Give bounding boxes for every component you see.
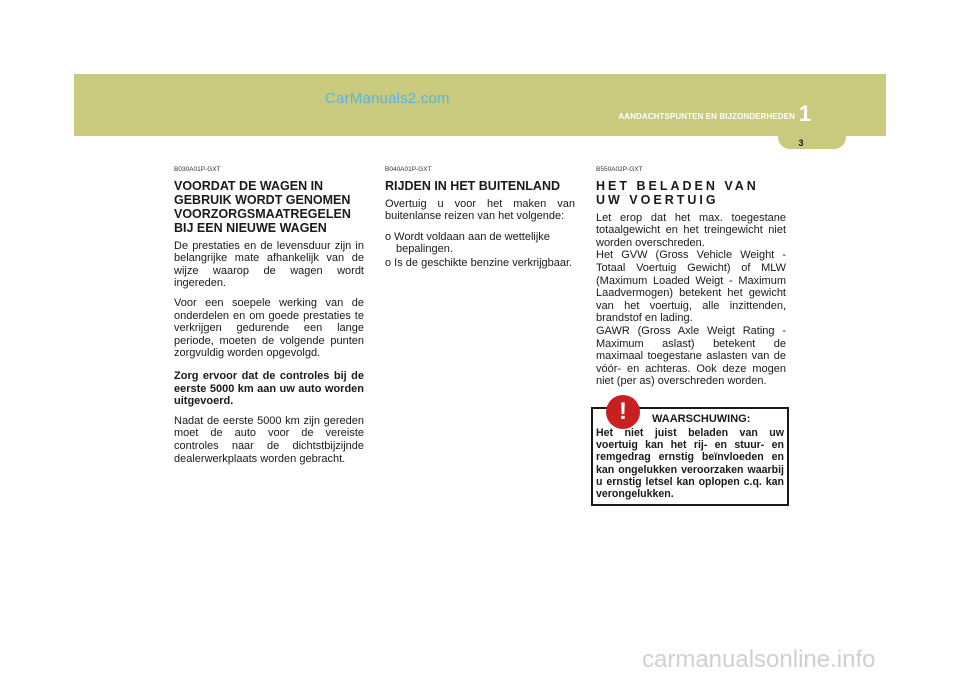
watermark-footer[interactable]: carmanualsonline.info bbox=[642, 646, 876, 673]
column-loading bbox=[596, 164, 786, 395]
paragraph: Let erop dat het max. toegestane totaalgewicht en het treingewicht niet worden overschreden. bbox=[596, 211, 786, 249]
section-heading: RIJDEN IN HET BUITENLAND bbox=[385, 178, 561, 193]
list-item: o Wordt voldaan aan de wettelijke bepalingen. bbox=[385, 230, 550, 256]
page-number: 3 bbox=[798, 138, 804, 148]
section-code: B030A01P-GXT bbox=[174, 166, 221, 173]
paragraph: Het GVW (Gross Vehicle Weight - Totaal Voertuig Gewicht) of MLW (Maximum Loaded Weigt - Maximum Laadvermogen) betekent het gewicht van het voertuig, alle inzittenden, brandstof en lading. bbox=[596, 249, 786, 325]
list-item: o Is de geschikte benzine verkrijgbaar. bbox=[385, 256, 573, 269]
checklist bbox=[385, 231, 575, 270]
section-code: B550A02P-GXT bbox=[596, 166, 643, 173]
chapter-number: 1 bbox=[798, 101, 812, 126]
warning-body: Het niet juist beladen van uw voertuig kan het rij- en stuur- en remgedrag ernstig beïnvloeden en kan ongelukken veroorzaken waarbij u ernstig letsel kan oplopen c.q. kan verongelukken. bbox=[596, 427, 784, 501]
paragraph: Voor een soepele werking van de onderdelen en om goede prestaties te verkrijgen gedurende een lange periode, moeten de volgende punten zorgvuldig worden opgevolgd. bbox=[174, 296, 364, 360]
column-abroad bbox=[385, 164, 575, 271]
paragraph: Nadat de eerste 5000 km zijn gereden moet de auto voor de vereiste controles naar de dichtstbijzijnde dealerwerkplaats worden gebracht. bbox=[174, 414, 364, 465]
section-code: B040A01P-GXT bbox=[385, 166, 432, 173]
section-title: AANDACHTSPUNTEN EN BIJZONDERHEDEN bbox=[618, 112, 795, 121]
section-heading: VOORDAT DE WAGEN IN GEBRUIK WORDT GENOMEN VOORZORGSMAATREGELEN BIJ EEN NIEUWE WAGEN bbox=[174, 178, 351, 235]
warning-icon: ! bbox=[606, 395, 640, 429]
column-new-car bbox=[174, 164, 364, 472]
paragraph: Overtuig u voor het maken van buitenlanse reizen van het volgende: bbox=[385, 197, 575, 223]
paragraph-bold: Zorg ervoor dat de controles bij de eerste 5000 km aan uw auto worden uitgevoerd. bbox=[174, 369, 364, 408]
header-band bbox=[74, 74, 886, 136]
section-heading: HET BELADEN VAN UW VOERTUIG bbox=[596, 178, 759, 207]
watermark-top[interactable]: CarManuals2.com bbox=[325, 90, 450, 107]
paragraph: De prestaties en de levensduur zijn in belangrijke mate afhankelijk van de wijze waarop de wagen wordt ingereden. bbox=[174, 239, 364, 290]
paragraph: GAWR (Gross Axle Weigt Rating - Maximum aslast) betekent de maximaal toegestane aslasten van de vóór- en achteras. Ook deze mogen niet (per as) overschreden worden. bbox=[596, 324, 786, 388]
warning-title: WAARSCHUWING: bbox=[652, 413, 751, 425]
